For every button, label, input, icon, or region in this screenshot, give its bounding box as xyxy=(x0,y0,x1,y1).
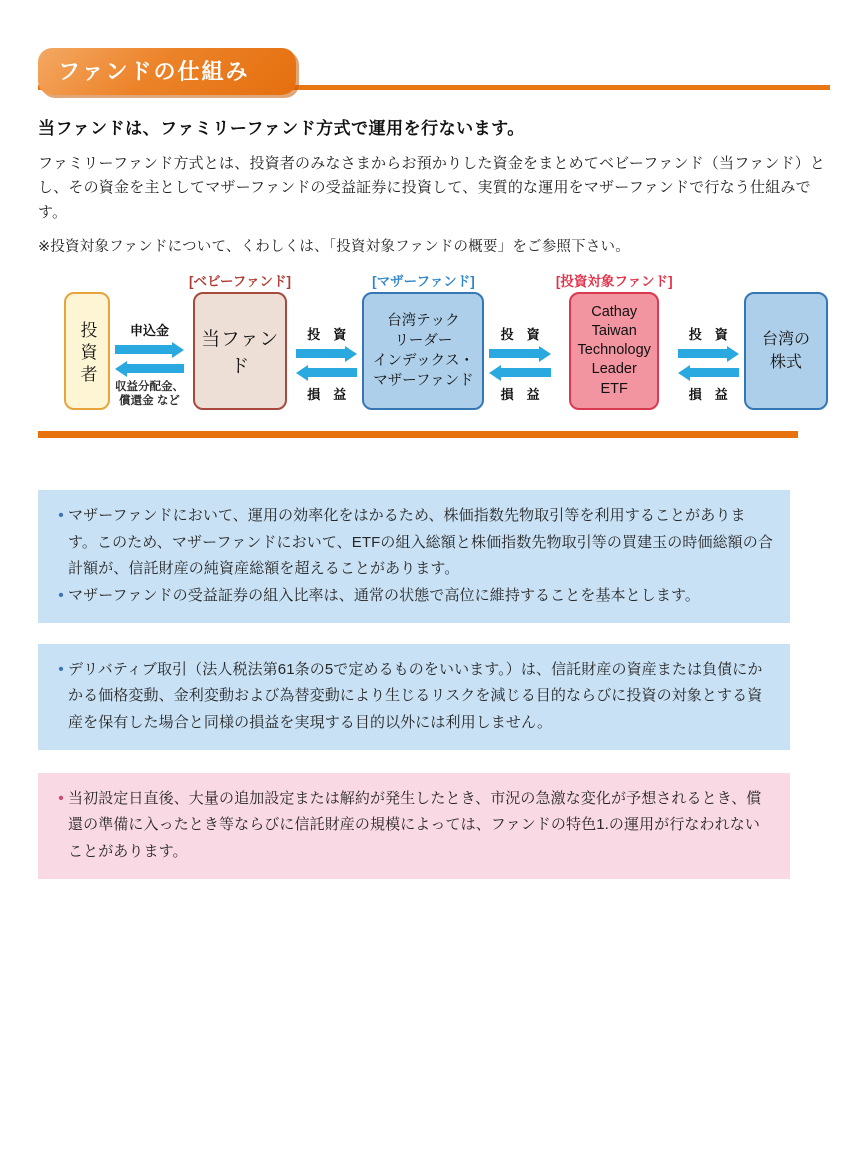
arrow-right-icon xyxy=(678,346,739,362)
arrow-left-icon xyxy=(115,361,184,377)
list-item: • マザーファンドの受益証券の組入比率は、通常の状態で高位に維持することを基本とします。 xyxy=(54,583,774,610)
investor-cell xyxy=(64,270,110,410)
lead-heading: 当ファンドは、ファミリーファンド方式で運用を行ないます。 xyxy=(38,119,525,138)
bullet-dot-icon: • xyxy=(58,506,64,524)
info-box-futures xyxy=(38,490,790,623)
flow-fund-mother xyxy=(291,324,362,403)
baby-fund-box: 当ファンド xyxy=(193,292,287,410)
arrow-left-icon xyxy=(678,365,739,381)
flow-investor-fund xyxy=(110,320,189,409)
target-etf-box: Cathay Taiwan Technology Leader ETF xyxy=(569,292,659,410)
flow-label-invest: 投 資 xyxy=(688,326,728,342)
arrow-right-icon xyxy=(296,346,357,362)
arrow-right-icon xyxy=(115,342,184,358)
target-etf-cell xyxy=(556,270,673,410)
flow-mother-etf xyxy=(484,324,555,403)
orange-divider-rule xyxy=(38,431,798,438)
list-item: • マザーファンドにおいて、運用の効率化をはかるため、株価指数先物取引等を利用することがあります。このため、マザーファンドにおいて、ETFの組入総額と株価指数先物取引等の買建玉の時価総額の合計額が、信託財産の純資産総額を超えることがあります。 xyxy=(54,503,774,583)
flow-label-application: 申込金 xyxy=(129,322,169,338)
mother-fund-box: 台湾テック リーダー インデックス・ マザーファンド xyxy=(362,292,484,410)
investor-box: 投資者 xyxy=(64,292,110,410)
baby-fund-cell xyxy=(189,270,291,410)
mother-fund-cell xyxy=(362,270,484,410)
reference-note: ※投資対象ファンドについて、くわしくは、「投資対象ファンドの概要」をご参照下さい。 xyxy=(38,238,630,255)
flow-label-invest: 投 資 xyxy=(500,326,540,342)
bullet-dot-icon: • xyxy=(58,789,64,807)
flow-label-invest: 投 資 xyxy=(307,326,347,342)
flow-etf-stocks xyxy=(673,324,744,403)
info-box-caution xyxy=(38,773,790,879)
section-title-badge: ファンドの仕組み xyxy=(38,48,296,95)
target-fund-tag: [投資対象ファンド] xyxy=(555,273,673,289)
flow-label-pnl: 損 益 xyxy=(688,386,728,402)
flow-label-pnl: 損 益 xyxy=(500,386,540,402)
baby-fund-tag: [ベビーファンド] xyxy=(189,273,292,289)
flow-label-pnl: 損 益 xyxy=(307,386,347,402)
list-item: • 当初設定日直後、大量の追加設定または解約が発生したとき、市況の急激な変化が予想されるとき、償還の準備に入ったとき等ならびに信託財産の規模によっては、ファンドの特色1.の運用が行なわれないことがあります。 xyxy=(54,786,774,866)
list-item: • デリバティブ取引（法人税法第61条の5で定めるものをいいます。）は、信託財産の資産または負債にかかる価格変動、金利変動および為替変動により生じるリスクを減じる目的ならびに投資の対象とする資産を保有した場合と同様の損益を実現する目的以外には利用しません。 xyxy=(54,657,774,737)
section-header xyxy=(38,48,828,90)
arrow-left-icon xyxy=(489,365,550,381)
bullet-dot-icon: • xyxy=(58,660,64,678)
fund-structure-diagram xyxy=(64,270,828,410)
info-box-derivatives xyxy=(38,644,790,750)
intro-paragraph: ファミリーファンド方式とは、投資者のみなさまからお預かりした資金をまとめてベビーファンド（当ファンド）とし、その資金を主としてマザーファンドの受益証券に投資して、実質的な運用をマザーファンドで行なう仕組みです。 xyxy=(38,155,826,221)
flow-label-distribution: 収益分配金、 償還金 など xyxy=(115,380,184,408)
taiwan-stocks-cell xyxy=(744,270,828,410)
bullet-dot-icon: • xyxy=(58,586,64,604)
mother-fund-tag: [マザーファンド] xyxy=(372,273,475,289)
arrow-left-icon xyxy=(296,365,357,381)
arrow-right-icon xyxy=(489,346,550,362)
taiwan-stocks-box: 台湾の 株式 xyxy=(744,292,828,410)
